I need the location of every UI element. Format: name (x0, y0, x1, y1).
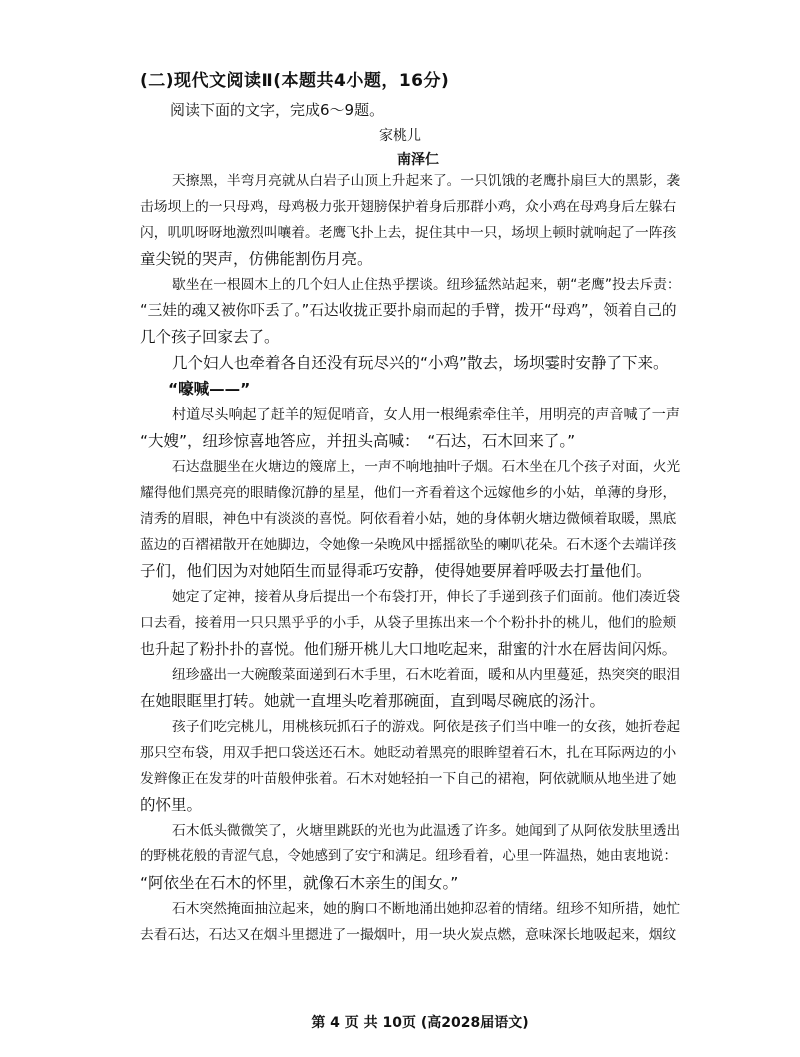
text-line: 石木突然掩面抽泣起来，她的胸口不断地涌出她抑忍着的情绪。纽珍不知所措，她忙 (172, 901, 681, 917)
text-line: 天擦黑，半弯月亮就从白岩子山顶上升起来了。一只饥饿的老鹰扑扇巨大的黑影，袭 (172, 173, 681, 189)
text-line: 口去看，接着用一只只黑乎乎的小手，从袋子里拣出来一个个粉扑扑的桃儿，他们的脸颊 (140, 615, 677, 631)
story-body (140, 168, 680, 948)
text-line: 石达盘腿坐在火塘边的篾席上，一声不响地抽叶子烟。石木坐在几个孩子对面，火光 (172, 459, 681, 475)
text-line: “三娃的魂又被你吓丢了。”石达收拢正要扑扇而起的手臂，拨开“母鸡”，领着自己的 (140, 302, 677, 319)
page-footer: 第 4 页 共 10页 (高2028届语文) (311, 1015, 529, 1031)
text-line: “大嫂”，纽珍惊喜地答应，并扭头高喊： “石达，石木回来了。” (140, 432, 576, 450)
text-line: 纽珍盛出一大碗酸菜面递到石木手里，石木吃着面，暖和从内里蔓延，热突突的眼泪 (172, 667, 681, 683)
section-heading: (二)现代文阅读Ⅱ(本题共4小题，16分) (140, 71, 450, 91)
text-line: “阿依坐在石木的怀里，就像石木亲生的闺女。” (140, 874, 459, 892)
text-line: 村道尽头响起了赶羊的短促哨音，女人用一根绳索牵住羊，用明亮的声音喊了一声 (172, 407, 680, 423)
text-line: 童尖锐的哭声，仿佛能割伤月亮。 (140, 250, 373, 268)
text-line: 子们，他们因为对她陌生而显得乖巧安静，使得她要屏着呼吸去打量他们。 (140, 562, 652, 580)
text-line: 蓝边的百褶裙散开在她脚边，令她像一朵晚风中摇摇欲坠的喇叭花朵。石木逐个去端详孩 (140, 537, 677, 553)
text-line: 的怀里。 (140, 796, 203, 814)
text-line: 的野桃花般的青涩气息，令她感到了安宁和满足。纽珍看着，心里一阵温热，她由衷地说： (140, 849, 677, 864)
story-author: 南泽仁 (397, 152, 439, 168)
text-line: 发辫像正在发芽的叶苗般伸张着。石木对她轻拍一下自己的裙袍，阿依就顺从地坐进了她 (140, 771, 677, 787)
text-line: 几个妇人也牵着各自还没有玩尽兴的“小鸡”散去，场坝霎时安静了下来。 (172, 354, 669, 372)
text-line: 也升起了粉扑扑的喜悦。他们掰开桃儿大口地吃起来，甜蜜的汁水在唇齿间闪烁。 (140, 640, 677, 658)
story-title: 家桃儿 (379, 128, 421, 144)
text-line: 去看石达，石达又在烟斗里摁进了一撮烟叶，用一块火炭点燃，意味深长地吸起来，烟纹 (140, 927, 677, 943)
text-line: 清秀的眉眼，神色中有淡淡的喜悦。阿依看着小姑，她的身体朝火塘边微倾着取暖，黑底 (140, 511, 677, 527)
text-line: 击场坝上的一只母鸡，母鸡极力张开翅膀保护着身后那群小鸡，众小鸡在母鸡身后左躲右 (140, 199, 677, 215)
text-line: 那只空布袋，用双手把口袋送还石木。她眨动着黑亮的眼眸望着石木，扎在耳际两边的小 (140, 745, 677, 761)
text-line: “嚎喊——” (168, 380, 251, 398)
text-line: 闪，叽叽呀呀地激烈叫嚷着。老鹰飞扑上去，捉住其中一只，场坝上顿时就响起了一阵孩 (140, 225, 677, 241)
text-line: 几个孩子回家去了。 (140, 328, 280, 346)
reading-instruction: 阅读下面的文字，完成6～9题。 (170, 101, 385, 119)
text-line: 石木低头微微笑了，火塘里跳跃的光也为此温透了许多。她闻到了从阿依发肤里透出 (172, 823, 681, 839)
text-line: 在她眼眶里打转。她就一直埋头吃着那碗面，直到喝尽碗底的汤汁。 (140, 692, 606, 710)
text-line: 她定了定神，接着从身后提出一个布袋打开，伸长了手递到孩子们面前。他们凑近袋 (172, 589, 681, 605)
text-line: 耀得他们黑亮亮的眼睛像沉静的星星，他们一齐看着这个远嫁他乡的小姑，单薄的身形， (140, 485, 677, 501)
text-line: 孩子们吃完桃儿，用桃核玩抓石子的游戏。阿依是孩子们当中唯一的女孩，她折卷起 (172, 719, 681, 735)
text-line: 歇坐在一根圆木上的几个妇人止住热乎摆谈。纽珍猛然站起来，朝“老鹰”投去斥责： (172, 277, 681, 293)
